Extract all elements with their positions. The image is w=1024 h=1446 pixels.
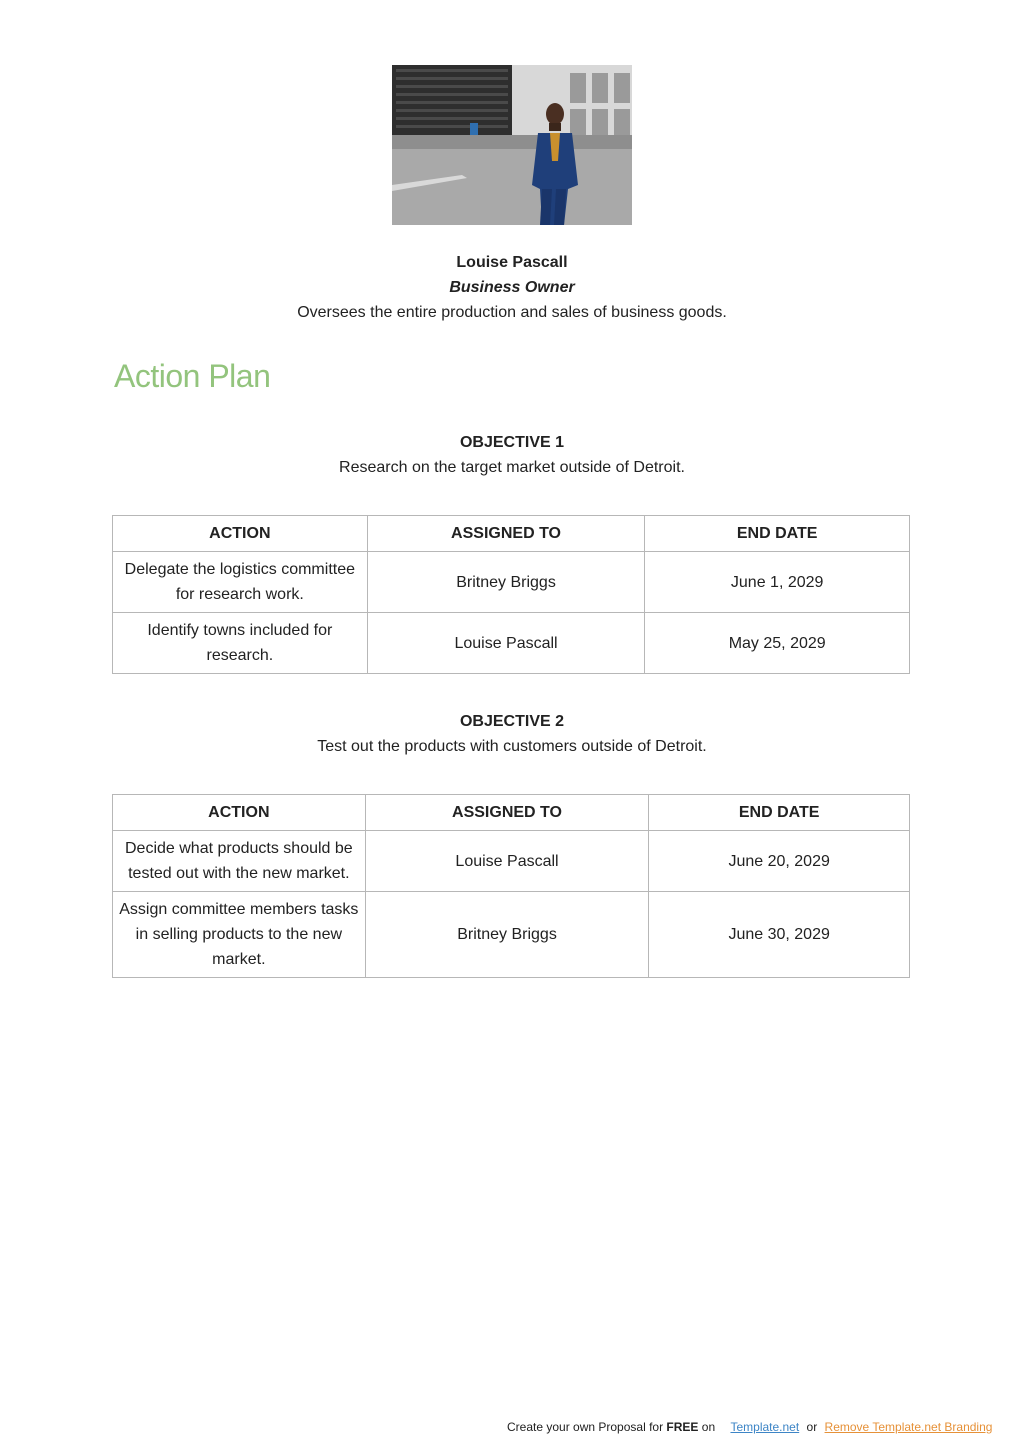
objective-description: Research on the target market outside of Detroit. bbox=[339, 459, 685, 476]
remove-branding-link[interactable]: Remove Template.net Branding bbox=[824, 1420, 993, 1434]
cell-assigned-to: Britney Briggs bbox=[367, 552, 645, 613]
table-row bbox=[113, 552, 910, 613]
header-assigned-to: ASSIGNED TO bbox=[367, 516, 645, 552]
objective-1-table bbox=[112, 515, 910, 674]
cell-assigned-to: Louise Pascall bbox=[365, 831, 649, 892]
header-assigned-to: ASSIGNED TO bbox=[365, 795, 649, 831]
cell-assigned-to: Britney Briggs bbox=[365, 892, 649, 978]
footer-free: FREE bbox=[666, 1420, 699, 1434]
header-action: ACTION bbox=[113, 795, 366, 831]
profile-description: Oversees the entire production and sales of business goods. bbox=[297, 304, 727, 321]
table-header-row bbox=[113, 516, 910, 552]
objective-1 bbox=[112, 430, 912, 480]
section-title: Action Plan bbox=[114, 358, 271, 394]
objective-2 bbox=[112, 709, 912, 759]
cell-action: Delegate the logistics committee for research work. bbox=[113, 552, 368, 613]
profile-role: Business Owner bbox=[449, 279, 575, 296]
cell-end-date: June 20, 2029 bbox=[649, 831, 910, 892]
footer-or: or bbox=[806, 1420, 818, 1434]
table-row bbox=[113, 831, 910, 892]
cell-end-date: June 1, 2029 bbox=[645, 552, 910, 613]
table-row bbox=[113, 613, 910, 674]
profile-block bbox=[112, 250, 912, 325]
cell-assigned-to: Louise Pascall bbox=[367, 613, 645, 674]
table-header-row bbox=[113, 795, 910, 831]
header-end-date: END DATE bbox=[645, 516, 910, 552]
objective-description: Test out the products with customers outside of Detroit. bbox=[317, 738, 707, 755]
cell-end-date: May 25, 2029 bbox=[645, 613, 910, 674]
footer-branding bbox=[507, 1420, 992, 1434]
cell-action: Identify towns included for research. bbox=[113, 613, 368, 674]
table-row bbox=[113, 892, 910, 978]
cell-action: Assign committee members tasks in selling products to the new market. bbox=[113, 892, 366, 978]
header-action: ACTION bbox=[113, 516, 368, 552]
objective-title: OBJECTIVE 1 bbox=[459, 434, 565, 451]
header-end-date: END DATE bbox=[649, 795, 910, 831]
cell-action: Decide what products should be tested out with the new market. bbox=[113, 831, 366, 892]
cell-end-date: June 30, 2029 bbox=[649, 892, 910, 978]
footer-prefix: Create your own Proposal for bbox=[507, 1420, 667, 1434]
objective-title: OBJECTIVE 2 bbox=[459, 713, 565, 730]
template-net-link[interactable]: Template.net bbox=[730, 1420, 800, 1434]
profile-photo bbox=[392, 65, 632, 225]
profile-name: Louise Pascall bbox=[456, 254, 568, 271]
footer-on: on bbox=[698, 1420, 716, 1434]
objective-2-table bbox=[112, 794, 910, 978]
